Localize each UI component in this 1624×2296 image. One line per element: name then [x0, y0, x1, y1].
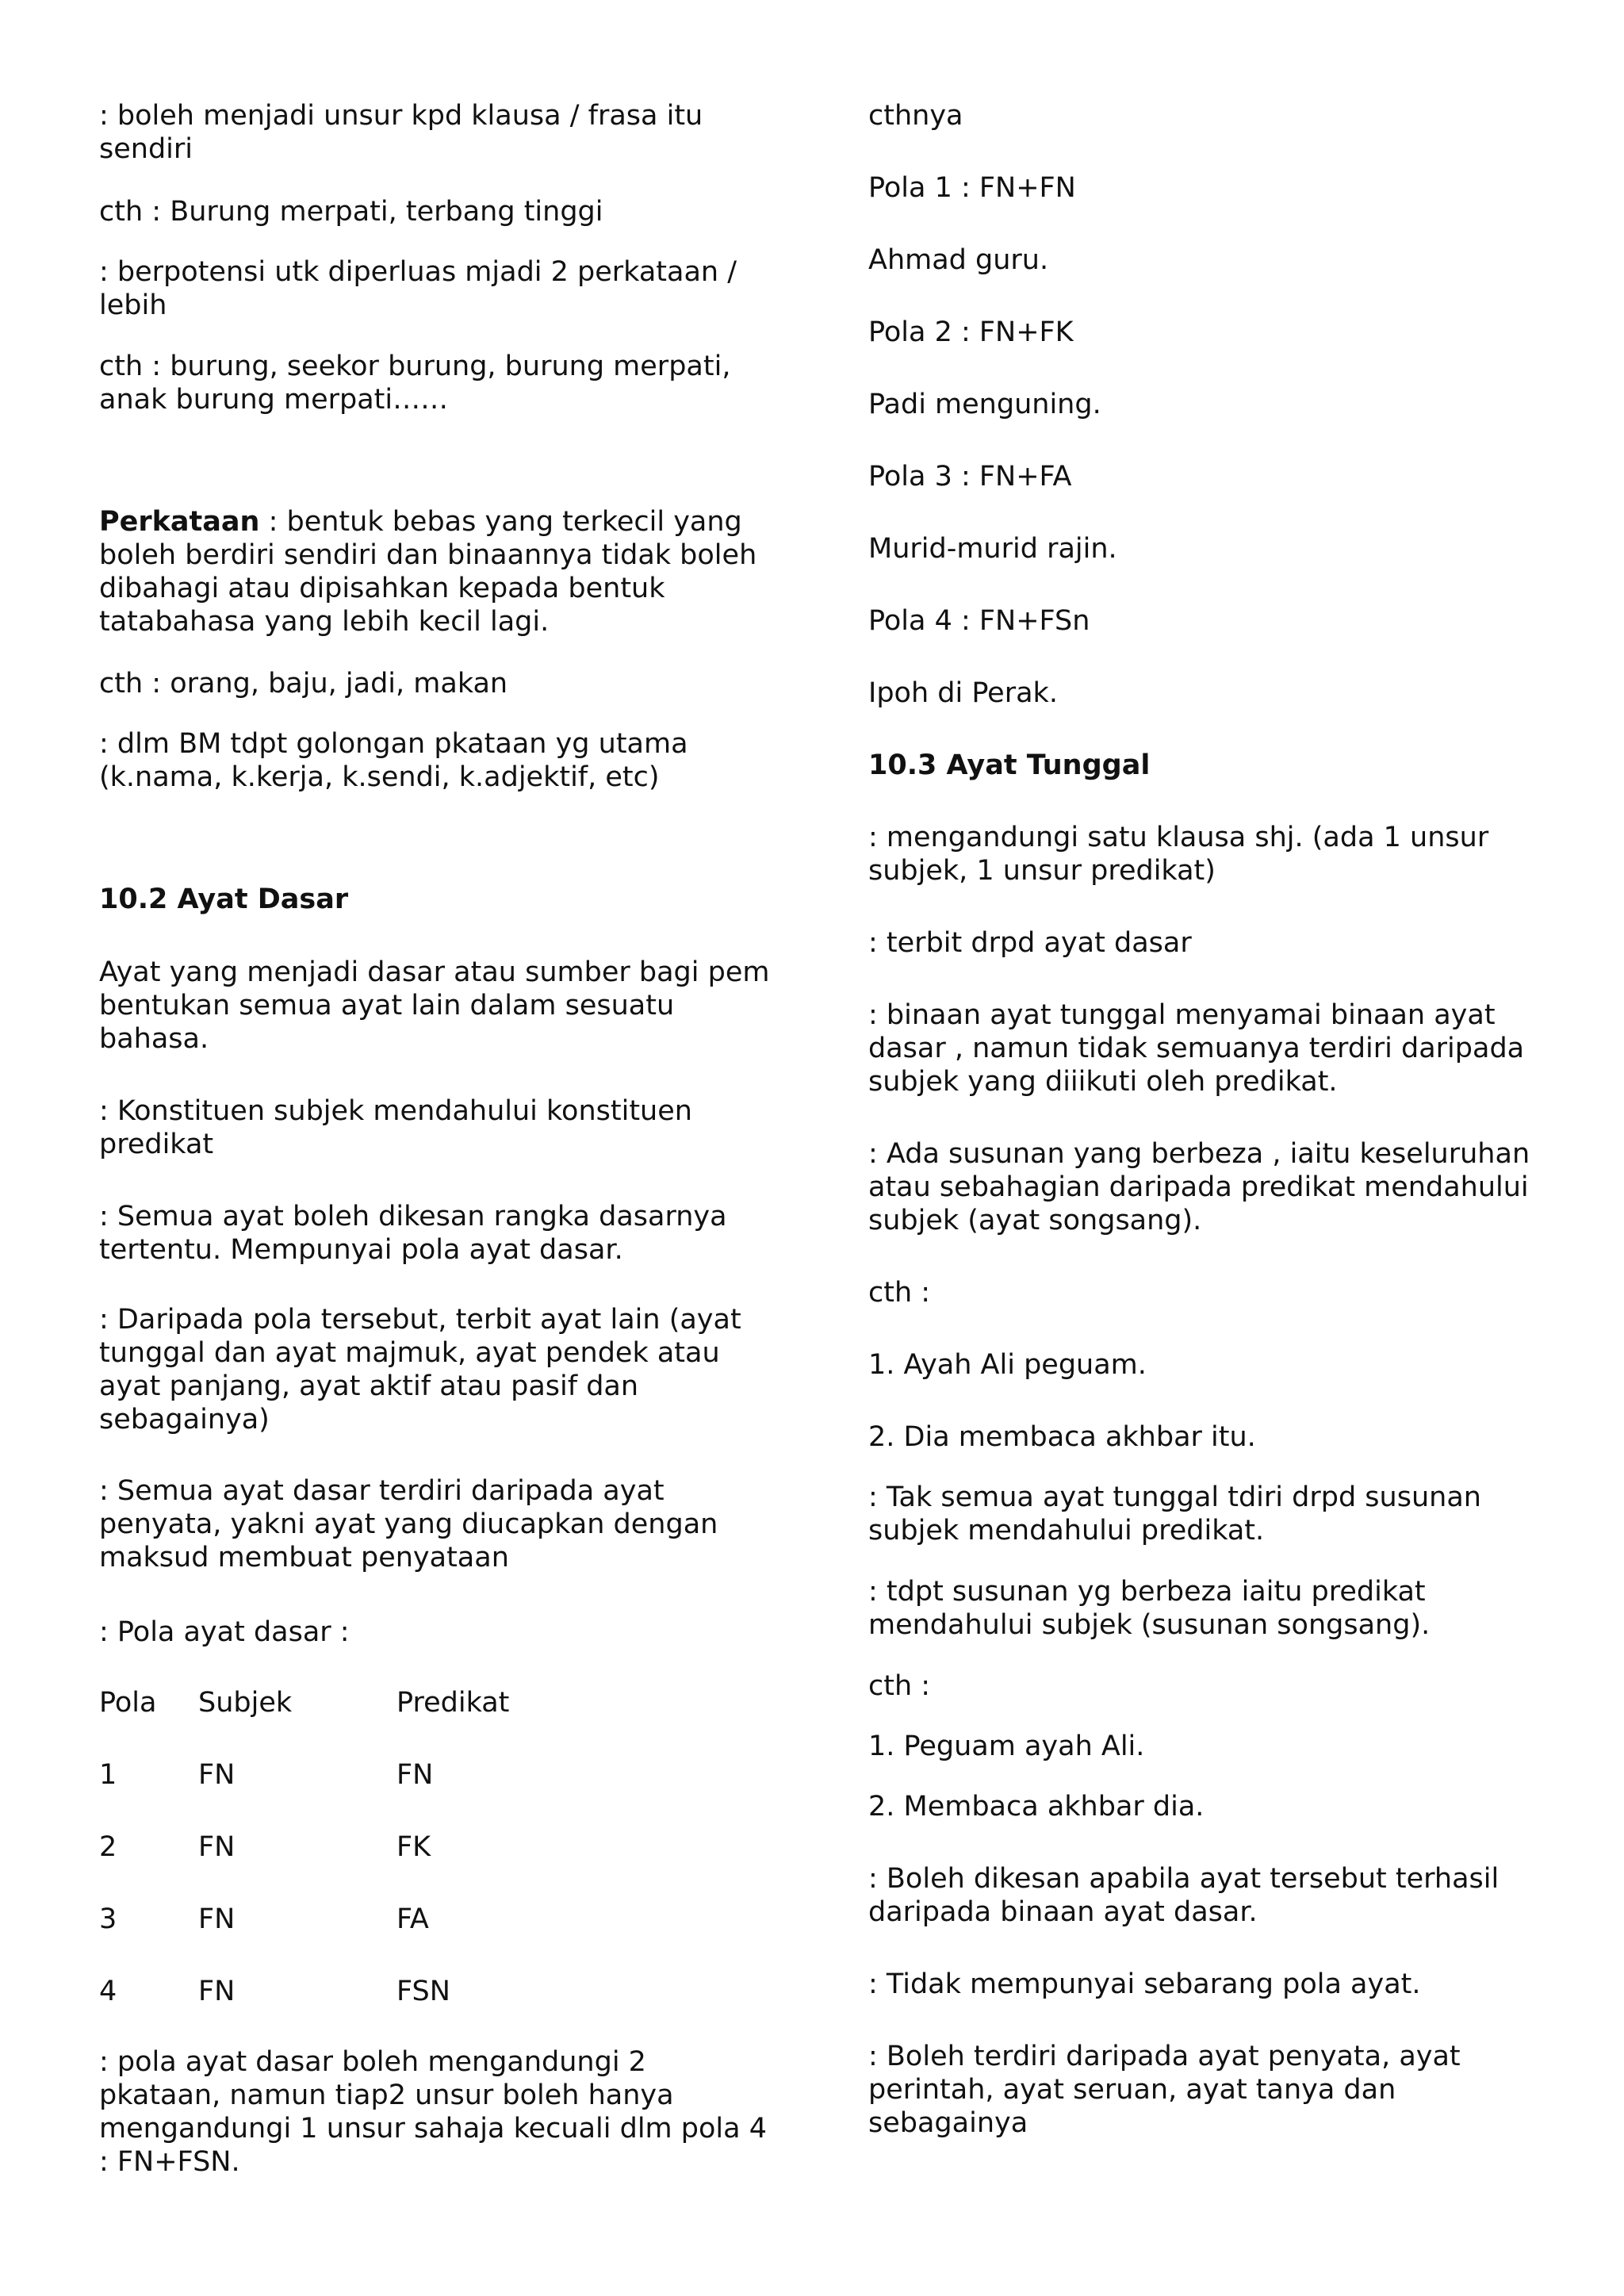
paragraph: : terbit drpd ayat dasar — [868, 927, 1192, 959]
paragraph: : pola ayat dasar boleh mengandungi 2 pkataan, namun tiap2 unsur boleh hanya mengandungi 1 unsur sahaja kecuali dlm pola 4 : FN+FSN. — [99, 2046, 767, 2178]
paragraph: Pola 1 : FN+FN — [868, 172, 1076, 204]
paragraph: Ayat yang menjadi dasar atau sumber bagi pem bentukan semua ayat lain dalam sesuatu bahasa. — [99, 956, 770, 1055]
paragraph: cth : — [868, 1277, 931, 1309]
table-cell: FN — [198, 1831, 236, 1863]
paragraph: : tdpt susunan yg berbeza iaitu predikat mendahului subjek (susunan songsang). — [868, 1576, 1431, 1641]
paragraph: : mengandungi satu klausa shj. (ada 1 unsur subjek, 1 unsur predikat) — [868, 822, 1489, 887]
paragraph: : Konstituen subjek mendahului konstituen predikat — [99, 1095, 692, 1160]
table-cell: FA — [396, 1903, 429, 1935]
paragraph: : Tak semua ayat tunggal tdiri drpd susunan subjek mendahului predikat. — [868, 1481, 1481, 1547]
paragraph: : berpotensi utk diperluas mjadi 2 perkataan / lebih — [99, 256, 737, 321]
section-heading: 10.2 Ayat Dasar — [99, 884, 349, 915]
paragraph: : dlm BM tdpt golongan pkataan yg utama (k.nama, k.kerja, k.sendi, k.adjektif, etc) — [99, 728, 688, 793]
table-header: Pola — [99, 1687, 157, 1719]
paragraph: 1. Peguam ayah Ali. — [868, 1731, 1145, 1762]
table-header: Predikat — [396, 1687, 510, 1719]
table-cell: FN — [198, 1903, 236, 1935]
paragraph: Murid-murid rajin. — [868, 533, 1117, 565]
table-cell: 3 — [99, 1903, 117, 1935]
table-cell: 4 — [99, 1976, 117, 2007]
paragraph: : Pola ayat dasar : — [99, 1616, 350, 1648]
paragraph: : Boleh terdiri daripada ayat penyata, ayat perintah, ayat seruan, ayat tanya dan sebagainya — [868, 2041, 1461, 2139]
paragraph: : binaan ayat tunggal menyamai binaan ayat dasar , namun tidak semuanya terdiri daripada subjek yang diiikuti oleh predikat. — [868, 999, 1525, 1098]
term-perkataan: Perkataan — [99, 506, 260, 538]
paragraph: 2. Dia membaca akhbar itu. — [868, 1421, 1256, 1453]
paragraph: : Boleh dikesan apabila ayat tersebut terhasil daripada binaan ayat dasar. — [868, 1863, 1500, 1928]
paragraph: Ipoh di Perak. — [868, 677, 1058, 709]
paragraph: : Semua ayat dasar terdiri daripada ayat penyata, yakni ayat yang diucapkan dengan maksud membuat penyataan — [99, 1475, 718, 1573]
paragraph: Pola 4 : FN+FSn — [868, 605, 1090, 637]
paragraph: : Tidak mempunyai sebarang pola ayat. — [868, 1968, 1421, 2000]
paragraph: Pola 2 : FN+FK — [868, 316, 1074, 348]
table-cell: FN — [198, 1759, 236, 1791]
paragraph: cth : Burung merpati, terbang tinggi — [99, 196, 603, 228]
table-cell: 2 — [99, 1831, 117, 1863]
table-cell: FK — [396, 1831, 431, 1863]
paragraph: cth : — [868, 1670, 931, 1702]
section-heading: 10.3 Ayat Tunggal — [868, 749, 1151, 781]
paragraph: : Daripada pola tersebut, terbit ayat lain (ayat tunggal dan ayat majmuk, ayat pendek atau ayat panjang, ayat aktif atau pasif dan sebagainya) — [99, 1304, 741, 1435]
definition-paragraph — [99, 505, 773, 638]
paragraph: 1. Ayah Ali peguam. — [868, 1349, 1147, 1381]
paragraph: cth : burung, seekor burung, burung merpati, anak burung merpati…… — [99, 351, 731, 416]
paragraph: cth : orang, baju, jadi, makan — [99, 668, 508, 700]
paragraph: Pola 3 : FN+FA — [868, 461, 1072, 493]
definition-text: : bentuk bebas yang terkecil yang boleh berdiri sendiri dan binaannya tidak boleh dibahagi atau dipisahkan kepada bentuk tatabahasa yang lebih kecil lagi. — [99, 506, 757, 638]
paragraph: Ahmad guru. — [868, 244, 1049, 276]
paragraph: Padi menguning. — [868, 389, 1101, 420]
table-cell: FN — [198, 1976, 236, 2007]
paragraph: 2. Membaca akhbar dia. — [868, 1791, 1205, 1823]
paragraph: : boleh menjadi unsur kpd klausa / frasa itu sendiri — [99, 100, 703, 165]
table-header: Subjek — [198, 1687, 293, 1719]
paragraph: : Semua ayat boleh dikesan rangka dasarnya tertentu. Mempunyai pola ayat dasar. — [99, 1201, 727, 1266]
table-cell: FSN — [396, 1976, 450, 2007]
table-cell: FN — [396, 1759, 434, 1791]
table-cell: 1 — [99, 1759, 117, 1791]
paragraph: cthnya — [868, 100, 963, 132]
paragraph: : Ada susunan yang berbeza , iaitu keseluruhan atau sebahagian daripada predikat mendahului subjek (ayat songsang). — [868, 1138, 1530, 1236]
